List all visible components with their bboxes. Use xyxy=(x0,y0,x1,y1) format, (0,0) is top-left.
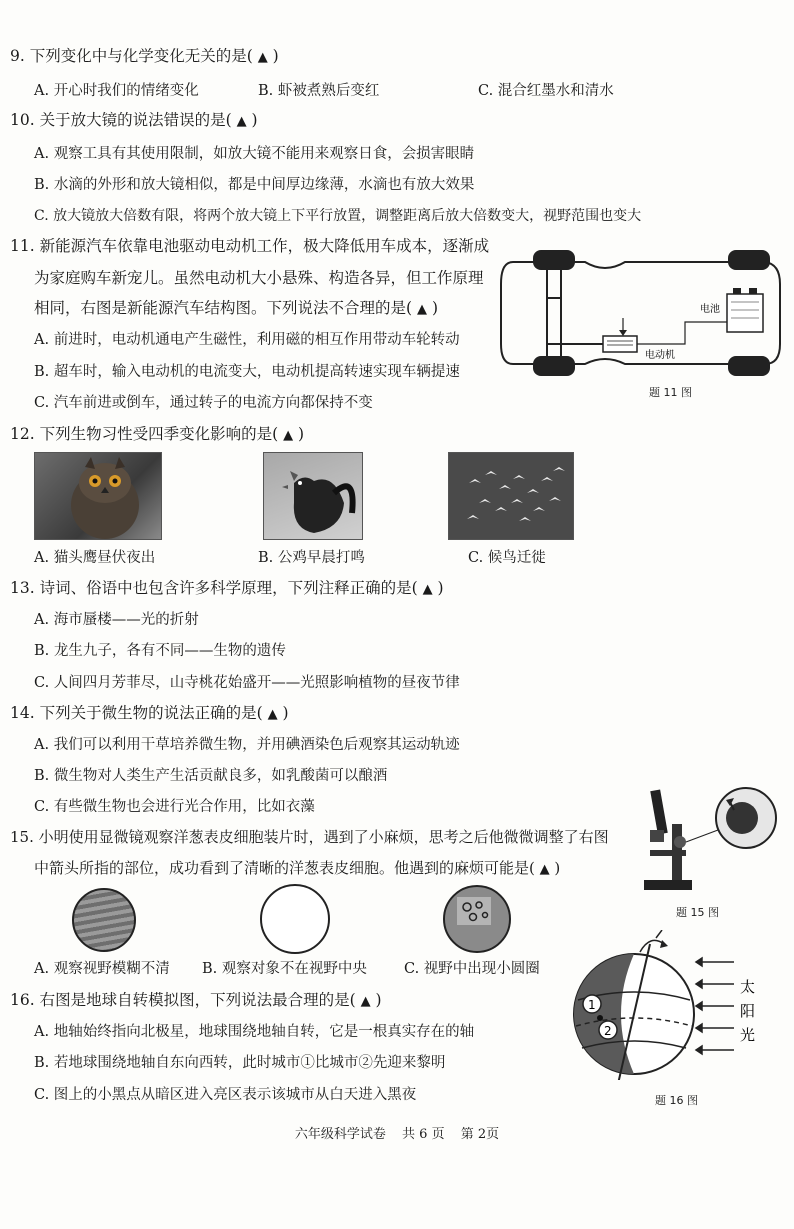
footer-page-number: 第 2页 xyxy=(460,1127,500,1142)
figure-15-caption: 题 15 图 xyxy=(676,906,719,919)
page-footer xyxy=(0,1123,794,1142)
q13-option-a: A. 海市蜃楼——光的折射 xyxy=(34,612,199,628)
city-1-label: 1 xyxy=(588,998,596,1012)
answer-mark: ▲ xyxy=(257,50,268,65)
q9-option-b: B. 虾被煮熟后变红 xyxy=(258,83,380,99)
wheel-rear-left xyxy=(533,356,575,376)
q13-stem xyxy=(10,578,444,600)
sunlight-label-1: 太 xyxy=(740,978,756,996)
q14-close: ) xyxy=(282,704,289,722)
view-bubbles-circle xyxy=(443,885,511,953)
q15-stem-line2 xyxy=(34,858,560,880)
q15-option-b: B. 观察对象不在视野中央 xyxy=(202,961,367,977)
q13-close: ) xyxy=(437,579,444,597)
q16-option-c: C. 图上的小黑点从暗区进入亮区表示该城市从白天进入黑夜 xyxy=(34,1087,417,1103)
car-structure-diagram xyxy=(495,244,785,384)
q10-close: ) xyxy=(251,111,258,129)
microscope-figure xyxy=(638,784,788,896)
q13-option-b: B. 龙生九子，各有不同——生物的遗传 xyxy=(34,643,286,659)
q12-option-a: A. 猫头鹰昼伏夜出 xyxy=(34,550,156,566)
q9-close: ) xyxy=(272,47,279,65)
q13-option-c: C. 人间四月芳菲尽，山寺桃花始盛开——光照影响植物的昼夜节律 xyxy=(34,675,460,691)
wheel-rear-right xyxy=(728,356,770,376)
answer-mark: ▲ xyxy=(539,862,550,877)
footer-total-pages: 共 6 页 xyxy=(402,1127,445,1142)
battery-label: 电池 xyxy=(700,304,720,315)
answer-mark: ▲ xyxy=(236,114,247,129)
q10-stem xyxy=(10,110,258,132)
q11-option-c: C. 汽车前进或倒车，通过转子的电流方向都保持不变 xyxy=(34,395,373,411)
q15-option-c: C. 视野中出现小圆圈 xyxy=(404,961,540,977)
q11-close: ) xyxy=(431,299,438,317)
wheel-front-left xyxy=(533,250,575,270)
q15-close: ) xyxy=(554,859,561,877)
q15-stem-line1: 15. 小明使用显微镜观察洋葱表皮细胞装片时，遇到了小麻烦，思考之后他微微调整了右图 xyxy=(10,828,609,846)
q9-stem-text: 9. 下列变化中与化学变化无关的是( xyxy=(10,47,253,65)
q13-stem-text: 13. 诗词、俗语中也包含许多科学原理，下列注释正确的是( xyxy=(10,579,418,597)
answer-mark: ▲ xyxy=(360,994,371,1009)
motor-box xyxy=(603,336,637,352)
q15-stem-line2-text: 中箭头所指的部位，成功看到了清晰的洋葱表皮细胞。他遇到的麻烦可能是( xyxy=(34,859,535,877)
q14-option-b: B. 微生物对人类生产生活贡献良多，如乳酸菌可以酿酒 xyxy=(34,768,388,784)
q11-option-a: A. 前进时，电动机通电产生磁性，利用磁的相互作用带动车轮转动 xyxy=(34,332,460,348)
q9-stem xyxy=(10,46,279,68)
figure-16-caption: 题 16 图 xyxy=(655,1094,698,1107)
earth-rotation-figure xyxy=(568,930,788,1080)
q9-option-c: C. 混合红墨水和清水 xyxy=(478,83,614,99)
answer-mark: ▲ xyxy=(422,582,433,597)
q16-stem-text: 16. 右图是地球自转模拟图，下列说法最合理的是( xyxy=(10,991,356,1009)
q11-stem-line2: 为家庭购车新宠儿。虽然电动机大小悬殊、构造各异，但工作原理 xyxy=(34,269,484,287)
city-2-label: 2 xyxy=(604,1024,612,1038)
q9-option-a: A. 开心时我们的情绪变化 xyxy=(34,83,199,99)
q10-stem-text: 10. 关于放大镜的说法错误的是( xyxy=(10,111,232,129)
q16-option-a: A. 地轴始终指向北极星，地球围绕地轴自转，它是一根真实存在的轴 xyxy=(34,1024,475,1040)
q12-stem-text: 12. 下列生物习性受四季变化影响的是( xyxy=(10,425,279,443)
q12-stem xyxy=(10,424,304,446)
q10-option-c: C. 放大镜放大倍数有限，将两个放大镜上下平行放置，调整距离后放大倍数变大，视野范围也变大 xyxy=(34,208,642,224)
q11-option-b: B. 超车时，输入电动机的电流变大，电动机提高转速实现车辆提速 xyxy=(34,364,460,380)
q12-option-c: C. 候鸟迁徙 xyxy=(468,550,546,566)
q16-option-b: B. 若地球围绕地轴自东向西转，此时城市①比城市②先迎来黎明 xyxy=(34,1055,446,1071)
q15-option-a: A. 观察视野模糊不清 xyxy=(34,961,170,977)
q14-stem-text: 14. 下列关于微生物的说法正确的是( xyxy=(10,704,263,722)
q11-stem-line3 xyxy=(34,298,438,320)
birds-photo xyxy=(448,452,574,540)
view-empty-circle xyxy=(260,884,330,954)
footer-subject: 六年级科学试卷 xyxy=(294,1127,386,1142)
view-blurry-circle xyxy=(72,888,136,952)
q14-stem xyxy=(10,703,289,725)
q14-option-c: C. 有些微生物也会进行光合作用，比如衣藻 xyxy=(34,799,315,815)
owl-photo xyxy=(34,452,162,540)
sunlight-label-3: 光 xyxy=(740,1026,756,1044)
answer-mark: ▲ xyxy=(283,428,294,443)
q11-stem-line3-text: 相同，右图是新能源汽车结构图。下列说法不合理的是( xyxy=(34,299,413,317)
q11-stem-line1: 11. 新能源汽车依靠电池驱动电动机工作，极大降低用车成本，逐渐成 xyxy=(10,237,490,255)
answer-mark: ▲ xyxy=(417,302,427,317)
q16-stem xyxy=(10,990,382,1012)
wheel-front-right xyxy=(728,250,770,270)
q14-option-a: A. 我们可以利用干草培养微生物，并用碘酒染色后观察其运动轨迹 xyxy=(34,737,460,753)
q12-close: ) xyxy=(298,425,305,443)
q10-option-b: B. 水滴的外形和放大镜相似，都是中间厚边缘薄，水滴也有放大效果 xyxy=(34,177,475,193)
q10-option-a: A. 观察工具有其使用限制，如放大镜不能用来观察日食，会损害眼睛 xyxy=(34,146,475,162)
answer-mark: ▲ xyxy=(267,707,278,722)
figure-11-caption: 题 11 图 xyxy=(649,386,692,399)
motor-label: 电动机 xyxy=(645,350,675,361)
rooster-photo xyxy=(263,452,363,540)
sunlight-label-2: 阳 xyxy=(740,1002,756,1020)
q12-option-b: B. 公鸡早晨打鸣 xyxy=(258,550,365,566)
battery-box xyxy=(727,294,763,332)
q16-close: ) xyxy=(375,991,382,1009)
